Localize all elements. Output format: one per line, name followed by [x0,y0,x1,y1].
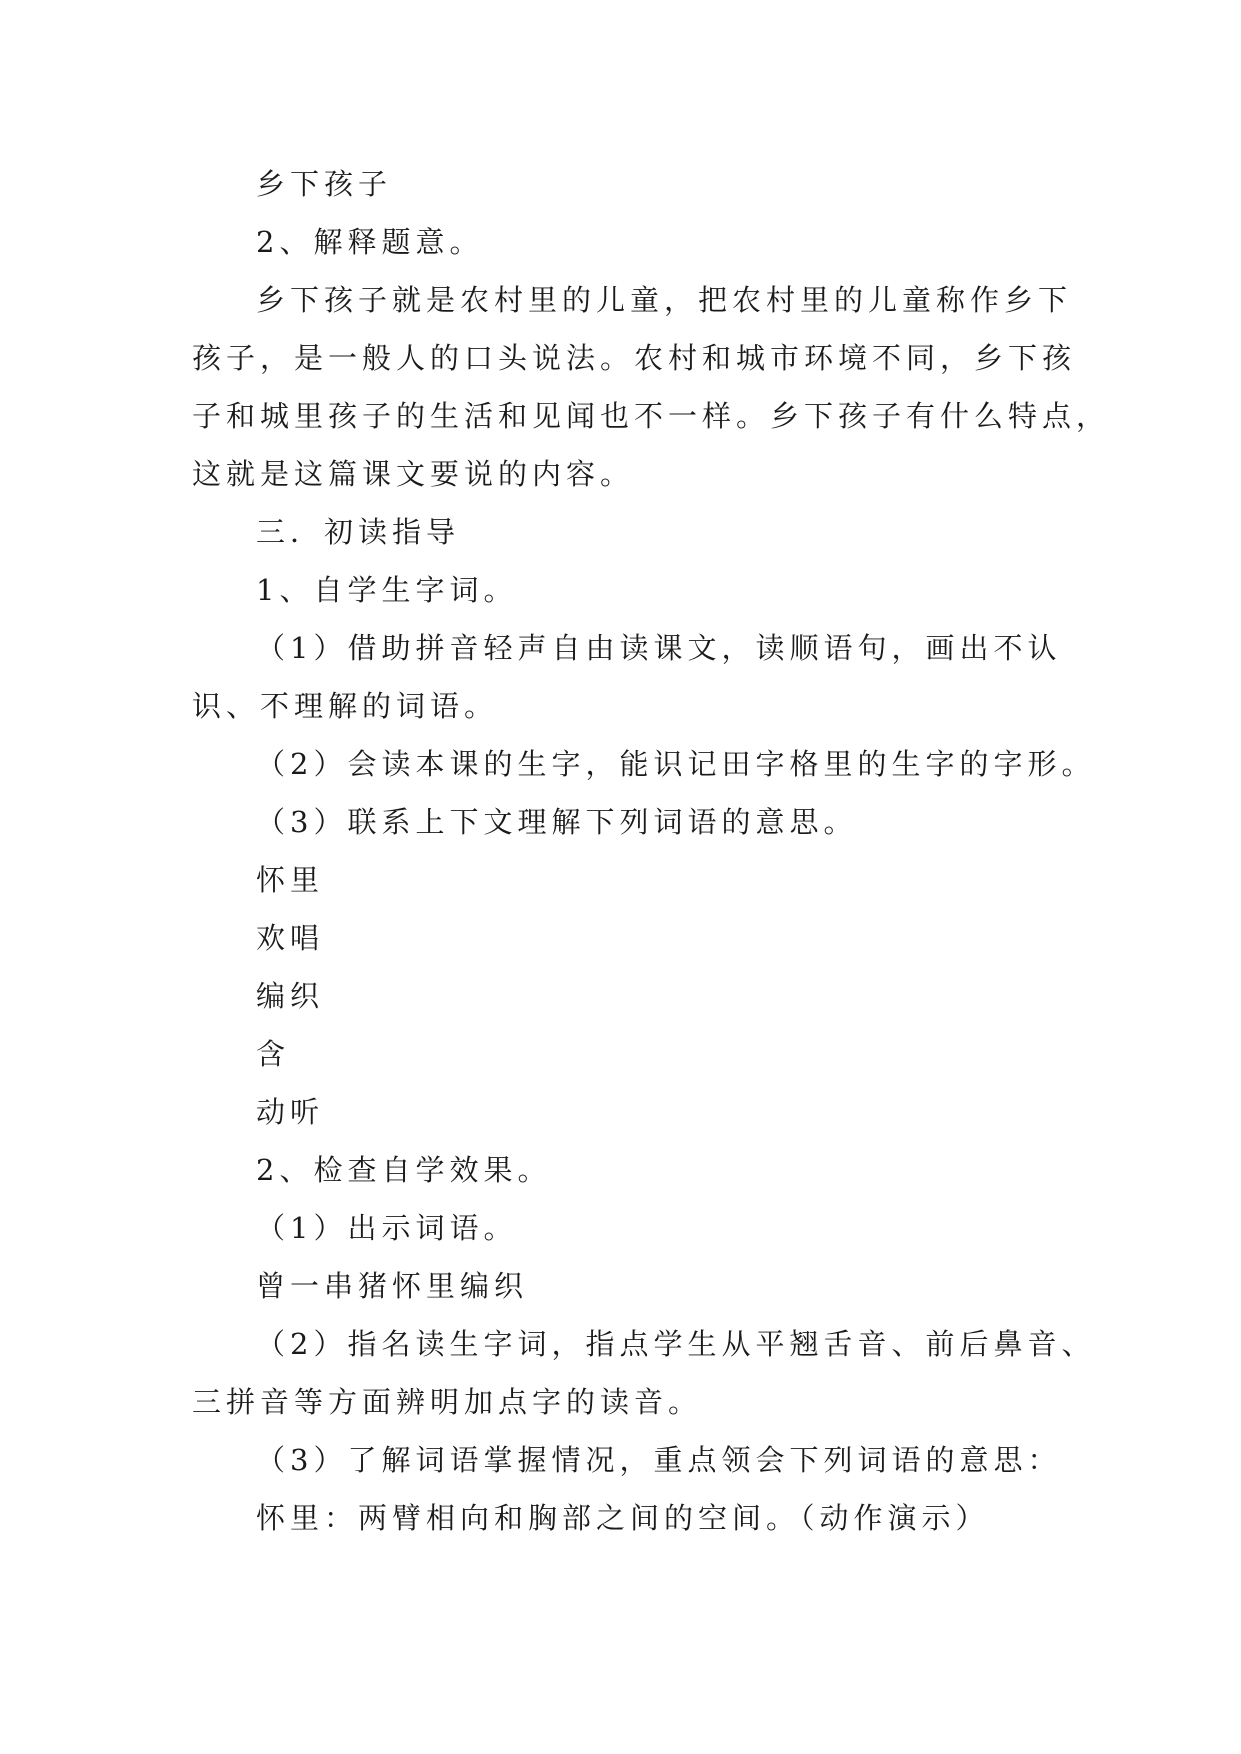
text-line-item: （3）联系上下文理解下列词语的意思。 [256,805,858,839]
text-line-paragraph: 乡下孩子就是农村里的儿童，把农村里的儿童称作乡下 [256,283,1073,317]
section-heading: 三．初读指导 [256,515,461,549]
vocab-word: 欢唱 [256,921,325,955]
text-line-title: 乡下孩子 [256,167,393,201]
text-line-item: 识、不理解的词语。 [192,689,499,723]
vocab-word: 编织 [256,979,325,1013]
vocab-word: 动听 [256,1095,325,1129]
vocab-list: 曾一串猪怀里编织 [256,1269,529,1303]
text-line-paragraph: 子和城里孩子的生活和见闻也不一样。乡下孩子有什么特点， [192,399,1111,433]
text-line-item: （3）了解词语掌握情况，重点领会下列词语的意思： [256,1443,1062,1477]
vocab-word: 含 [256,1037,291,1071]
text-line-item: （1）出示词语。 [256,1211,518,1245]
text-line-item: （2）指名读生字词，指点学生从平翘舌音、前后鼻音、 [256,1327,1096,1361]
text-line-step2-heading: 2、解释题意。 [256,225,484,259]
text-line-step1-heading: 1、自学生字词。 [256,573,518,607]
text-line-paragraph: 这就是这篇课文要说的内容。 [192,457,635,491]
text-line-item: （2）会读本课的生字，能识记田字格里的生字的字形。 [256,747,1096,781]
text-line-item: （1）借助拼音轻声自由读课文，读顺语句，画出不认 [256,631,1062,665]
vocab-word: 怀里 [256,863,325,897]
text-line-step2-heading: 2、检查自学效果。 [256,1153,552,1187]
definition-line: 怀里：两臂相向和胸部之间的空间。（动作演示） [256,1501,990,1535]
text-line-paragraph: 孩子，是一般人的口头说法。农村和城市环境不同，乡下孩 [192,341,1077,375]
text-line-item: 三拼音等方面辨明加点字的读音。 [192,1385,703,1419]
